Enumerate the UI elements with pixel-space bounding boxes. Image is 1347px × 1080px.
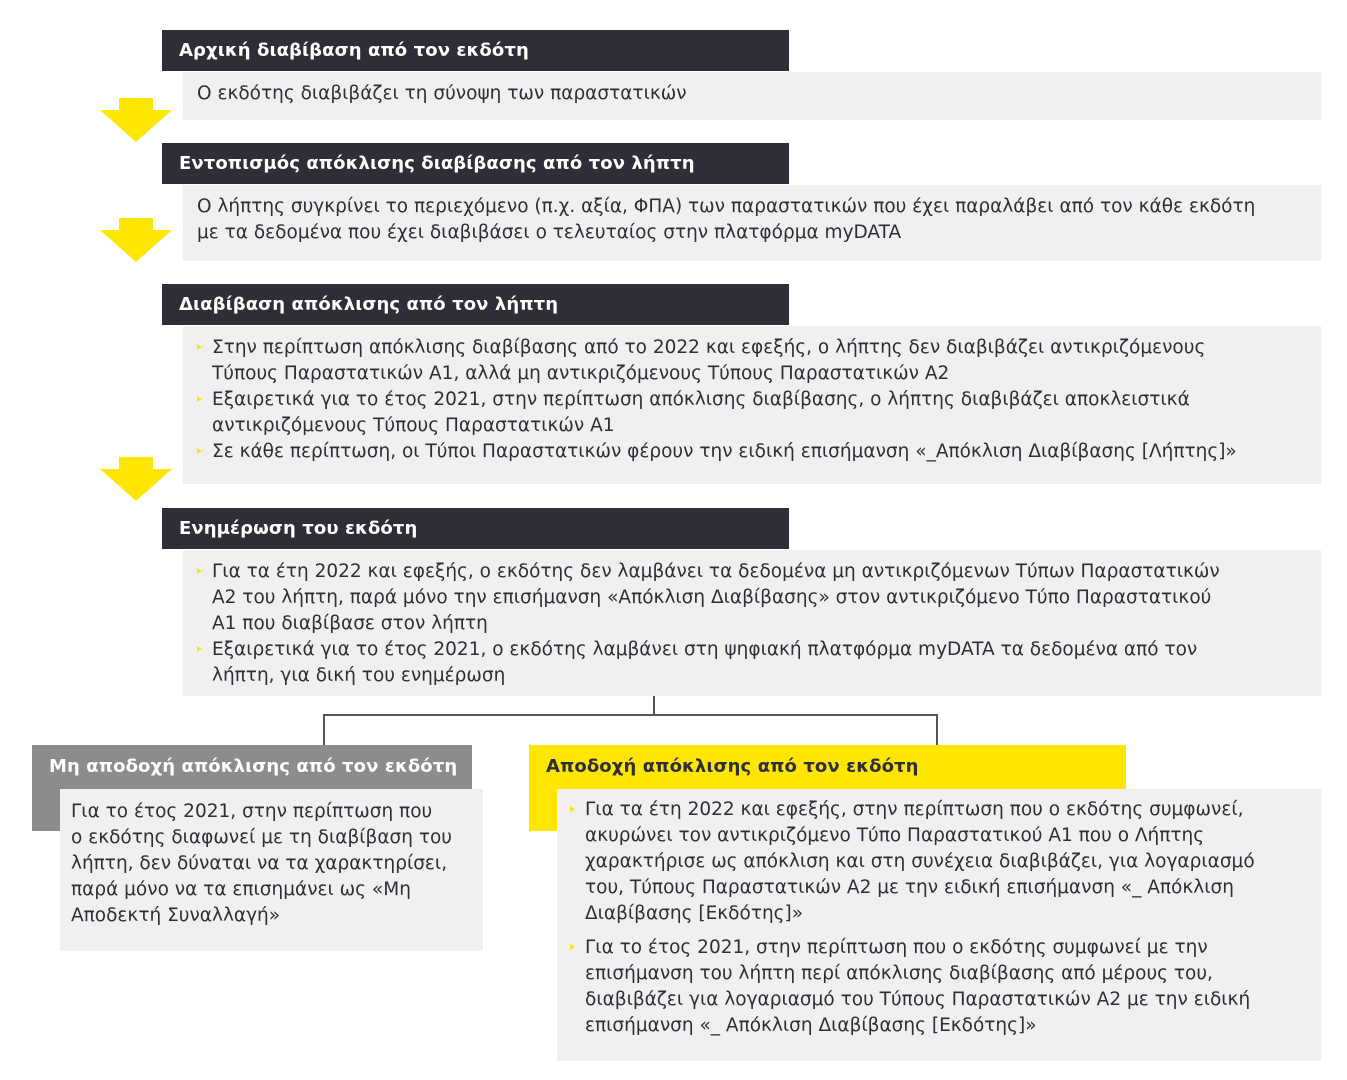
bullet-line: αντικριζόμενους Τύπους Παραστατικών Α1 [212,415,615,436]
bullet-line: Στην περίπτωση απόκλισης διαβίβασης από το 2022 και εφεξής, ο λήπτης δεν διαβιβάζει αντικριζόμενους [212,337,1206,358]
reject-branch-accent [32,789,60,831]
down-arrow-icon [100,218,172,266]
step-4-title: Ενημέρωση του εκδότη [162,508,789,549]
step-3-title: Διαβίβαση απόκλισης από τον λήπτη [162,284,789,325]
step-4-bullets [197,559,1220,689]
connector-right [936,714,938,746]
bullet-item [197,439,1237,465]
step-3-bullets [197,335,1237,465]
connector-bar [323,714,938,716]
bullet-line: ακυρώνει τον αντικριζόμενο Τύπο Παραστατικού Α1 που ο Λήπτης [585,825,1205,846]
accept-branch-accent [529,789,557,831]
reject-branch-text [71,799,452,929]
step-2-title: Εντοπισμός απόκλισης διαβίβασης από τον λήπτη [162,143,789,184]
reject-line: ο εκδότης διαφωνεί με τη διαβίβαση του [71,827,453,848]
reject-line: Αποδεκτή Συναλλαγή» [71,905,281,926]
reject-branch-title: Μη αποδοχή απόκλισης από τον εκδότη [32,745,472,789]
bullet-line: επισήμανση «_ Απόκλιση Διαβίβασης [Εκδότης]» [585,1015,1037,1036]
step-2-text [197,194,1255,246]
bullet-line: διαβιβάζει για λογαριασμό του Τύπους Παραστατικών Α2 με την ειδική [585,989,1251,1010]
bullet-item [197,335,1237,387]
bullet-item [197,637,1220,689]
bullet-line: Εξαιρετικά για το έτος 2021, ο εκδότης λαμβάνει στη ψηφιακή πλατφόρμα myDATA τα δεδομένα από τον [212,639,1198,660]
bullet-line: λήπτη, για δική του ενημέρωση [212,665,506,686]
bullet-item [570,935,1310,1039]
bullet-line: Τύπους Παραστατικών Α1, αλλά μη αντικριζόμενους Τύπους Παραστατικών Α2 [212,363,950,384]
connector-left [323,714,325,746]
step-2-line: με τα δεδομένα που έχει διαβιβάσει ο τελευταίος στην πλατφόρμα myDATA [197,222,902,243]
bullet-line: του, Τύπους Παραστατικών Α2 με την ειδική επισήμανση «_ Απόκλιση [585,877,1234,898]
bullet-line: Σε κάθε περίπτωση, οι Τύποι Παραστατικών φέρουν την ειδική επισήμανση «_Απόκλιση Διαβίβασης [Λήπτης]» [212,441,1237,462]
bullet-item [570,797,1310,927]
bullet-line: Για τα έτη 2022 και εφεξής, στην περίπτωση που ο εκδότης συμφωνεί, [585,799,1244,820]
bullet-line: Για το έτος 2021, στην περίπτωση που ο εκδότης συμφωνεί με την [585,937,1208,958]
bullet-item [197,387,1237,439]
reject-line: παρά μόνο να τα επισημάνει ως «Μη [71,879,411,900]
bullet-line: Για τα έτη 2022 και εφεξής, ο εκδότης δεν λαμβάνει τα δεδομένα μη αντικριζόμενων Τύπων Παραστατικών [212,561,1220,582]
connector-stem [653,696,655,715]
reject-line: Για το έτος 2021, στην περίπτωση που [71,801,433,822]
accept-branch-bullets [570,797,1310,1039]
step-2-line: Ο λήπτης συγκρίνει το περιεχόμενο (π.χ. αξία, ΦΠΑ) των παραστατικών που έχει παραλάβει από τον κάθε εκδότη [197,196,1256,217]
accept-branch-title: Αποδοχή απόκλισης από τον εκδότη [529,745,1126,789]
step-1-text: Ο εκδότης διαβιβάζει τη σύνοψη των παραστατικών [197,83,687,104]
step-1-title: Αρχική διαβίβαση από τον εκδότη [162,30,789,71]
bullet-line: Α2 του λήπτη, παρά μόνο την επισήμανση «Απόκλιση Διαβίβασης» στον αντικριζόμενο Τύπο Παραστατικού [212,587,1212,608]
down-arrow-icon [100,457,172,505]
reject-line: λήπτη, δεν δύναται να τα χαρακτηρίσει, [71,853,448,874]
down-arrow-icon [100,98,172,146]
bullet-line: χαρακτήρισε ως απόκλιση και στη συνέχεια διαβιβάζει, για λογαριασμό [585,851,1255,872]
bullet-line: Α1 που διαβίβασε στον λήπτη [212,613,488,634]
bullet-line: επισήμανση του λήπτη περί απόκλισης διαβίβασης από μέρους του, [585,963,1213,984]
bullet-line: Εξαιρετικά για το έτος 2021, στην περίπτωση απόκλισης διαβίβασης, ο λήπτης διαβιβάζει αποκλειστικά [212,389,1190,410]
bullet-item [197,559,1220,637]
bullet-line: Διαβίβασης [Εκδότης]» [585,903,804,924]
